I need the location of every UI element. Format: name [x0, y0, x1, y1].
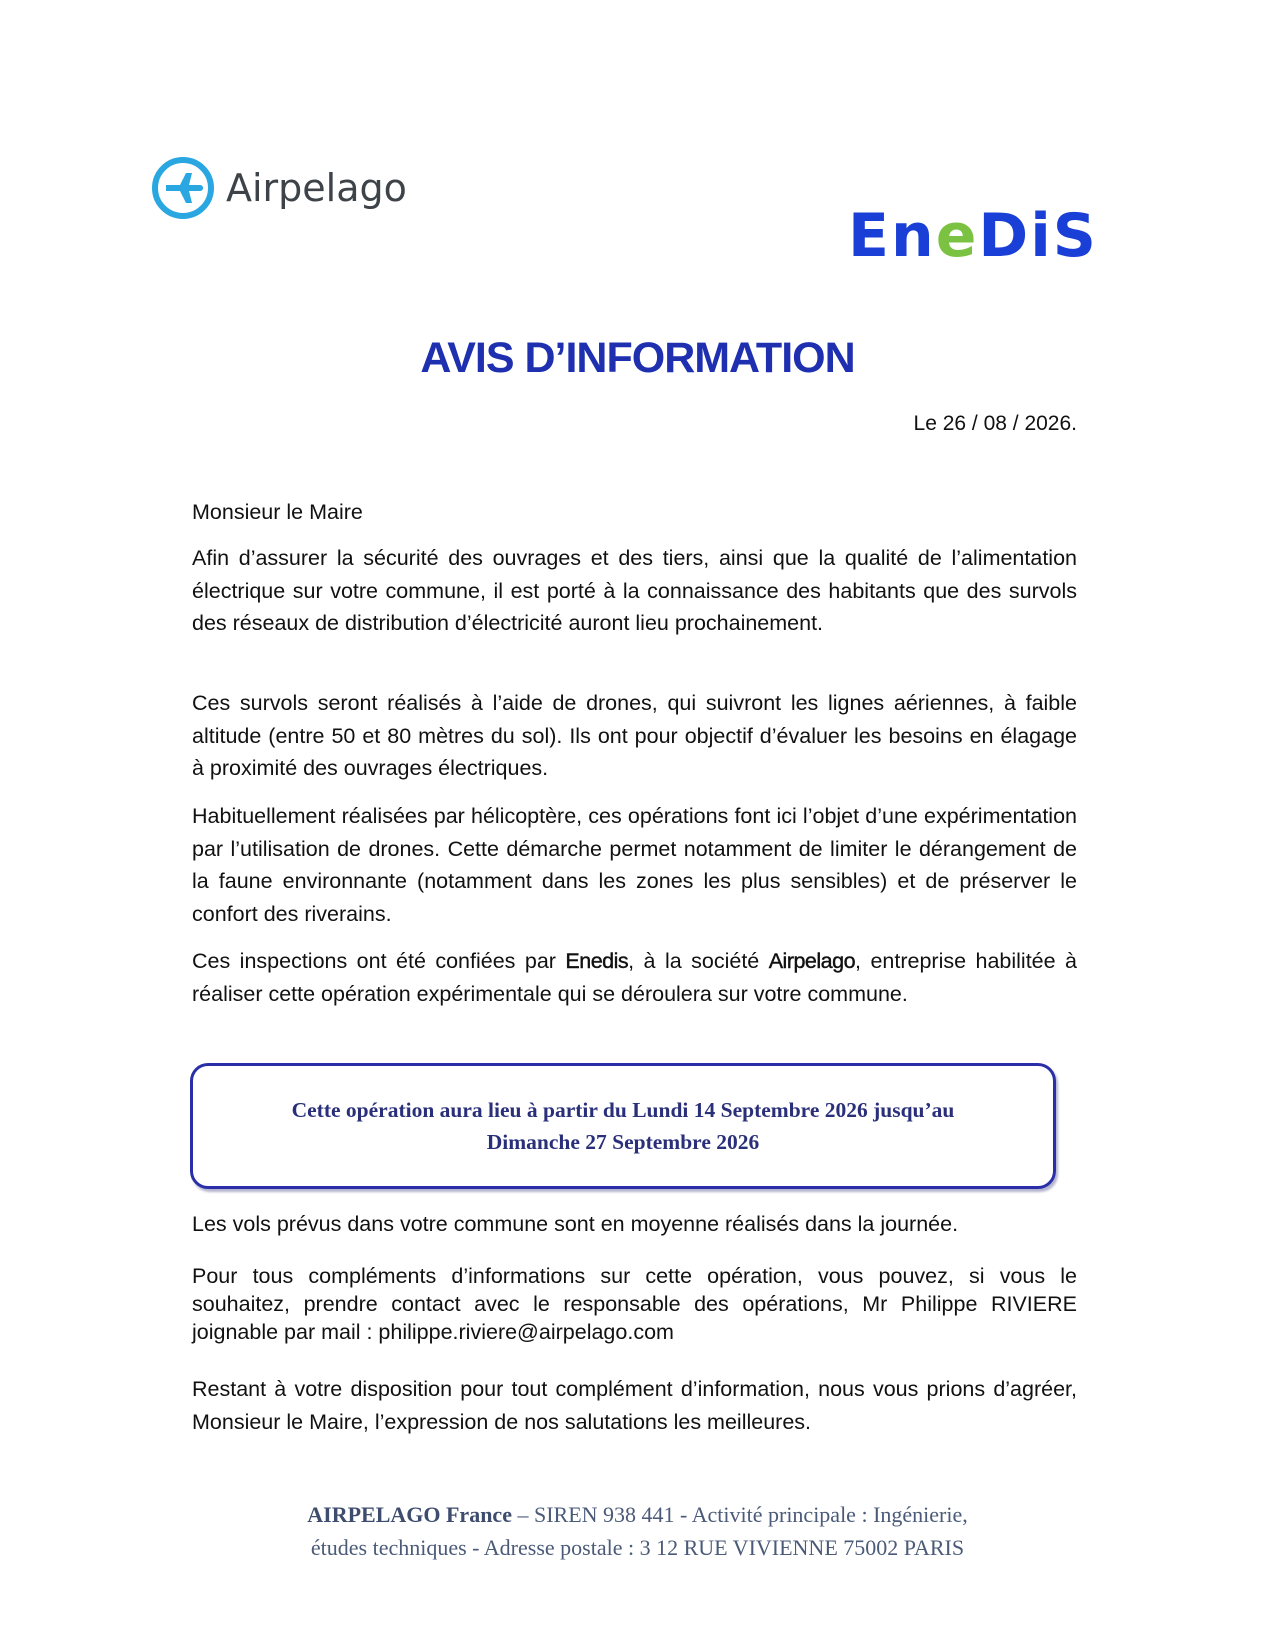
operation-dates-box [190, 1063, 1056, 1189]
footer-line-1-rest: – SIREN 938 441 - Activité principale : Ingénierie, [511, 1502, 968, 1527]
operation-dates-line-1: Cette opération aura lieu à partir du Lundi 14 Septembre 2026 jusqu’au [291, 1098, 955, 1122]
paragraph-2: Ces survols seront réalisés à l’aide de drones, qui suivront les lignes aériennes, à faible altitude (entre 50 et 80 mètres du sol). Ils ont pour objectif d’évaluer les besoins en élagage à proximité des ouvrages électriques. [192, 691, 1077, 780]
page-title: AVIS D’INFORMATION [420, 334, 855, 382]
paragraph-4-text-b: , à la société [628, 949, 769, 973]
paragraph-5: Les vols prévus dans votre commune sont en moyenne réalisés dans la journée. [192, 1212, 959, 1236]
enedis-wordmark-part2: DiS [978, 201, 1098, 271]
airplane-circle-icon [150, 155, 216, 221]
paragraph-3: Habituellement réalisées par hélicoptère, ces opérations font ici l’objet d’une expérimentation par l’utilisation de drones. Cette démarche permet notamment de limiter le dérangement de la faune environnante (notamment dans les zones les plus sensibles) et de préserver le confort des riverains. [192, 804, 1077, 926]
enedis-logo [848, 201, 1098, 271]
footer-line-2: études techniques - Adresse postale : 3 12 RUE VIVIENNE 75002 PARIS [310, 1535, 965, 1560]
paragraph-4-text-c: , entreprise habilitée à réaliser cette opération expérimentale qui se déroulera sur votre commune. [192, 949, 1077, 1006]
airpelago-logo [150, 155, 407, 221]
airpelago-wordmark: Airpelago [226, 166, 407, 210]
paragraph-6: Pour tous compléments d’informations sur cette opération, vous pouvez, si vous le souhaitez, prendre contact avec le responsable des opérations, Mr Philippe RIVIERE joignable par mail : philippe.riviere@airpelago.com [192, 1264, 1077, 1344]
paragraph-1: Afin d’assurer la sécurité des ouvrages et des tiers, ainsi que la qualité de l’alimentation électrique sur votre commune, il est porté à la connaissance des habitants que des survols des réseaux de distribution d’électricité auront lieu prochainement. [192, 546, 1077, 635]
paragraph-4 [192, 945, 1077, 1010]
enedis-mention: Enedis [565, 949, 629, 973]
letter-date: Le 26 / 08 / 2026. [913, 412, 1077, 435]
operation-dates-line-2: Dimanche 27 Septembre 2026 [486, 1130, 760, 1154]
airpelago-mention: Airpelago [768, 949, 856, 973]
footer [0, 1498, 1275, 1564]
footer-company: AIRPELAGO France [307, 1502, 512, 1527]
enedis-wordmark-part1: En [848, 201, 936, 271]
paragraph-4-text-a: Ces inspections ont été confiées par [192, 949, 566, 973]
paragraph-7: Restant à votre disposition pour tout complément d’information, nous vous prions d’agréer, Monsieur le Maire, l’expression de nos salutations les meilleures. [192, 1377, 1077, 1434]
salutation: Monsieur le Maire [192, 500, 363, 524]
enedis-wordmark-accent: e [935, 201, 979, 271]
footer-line-1 [0, 1498, 1275, 1531]
